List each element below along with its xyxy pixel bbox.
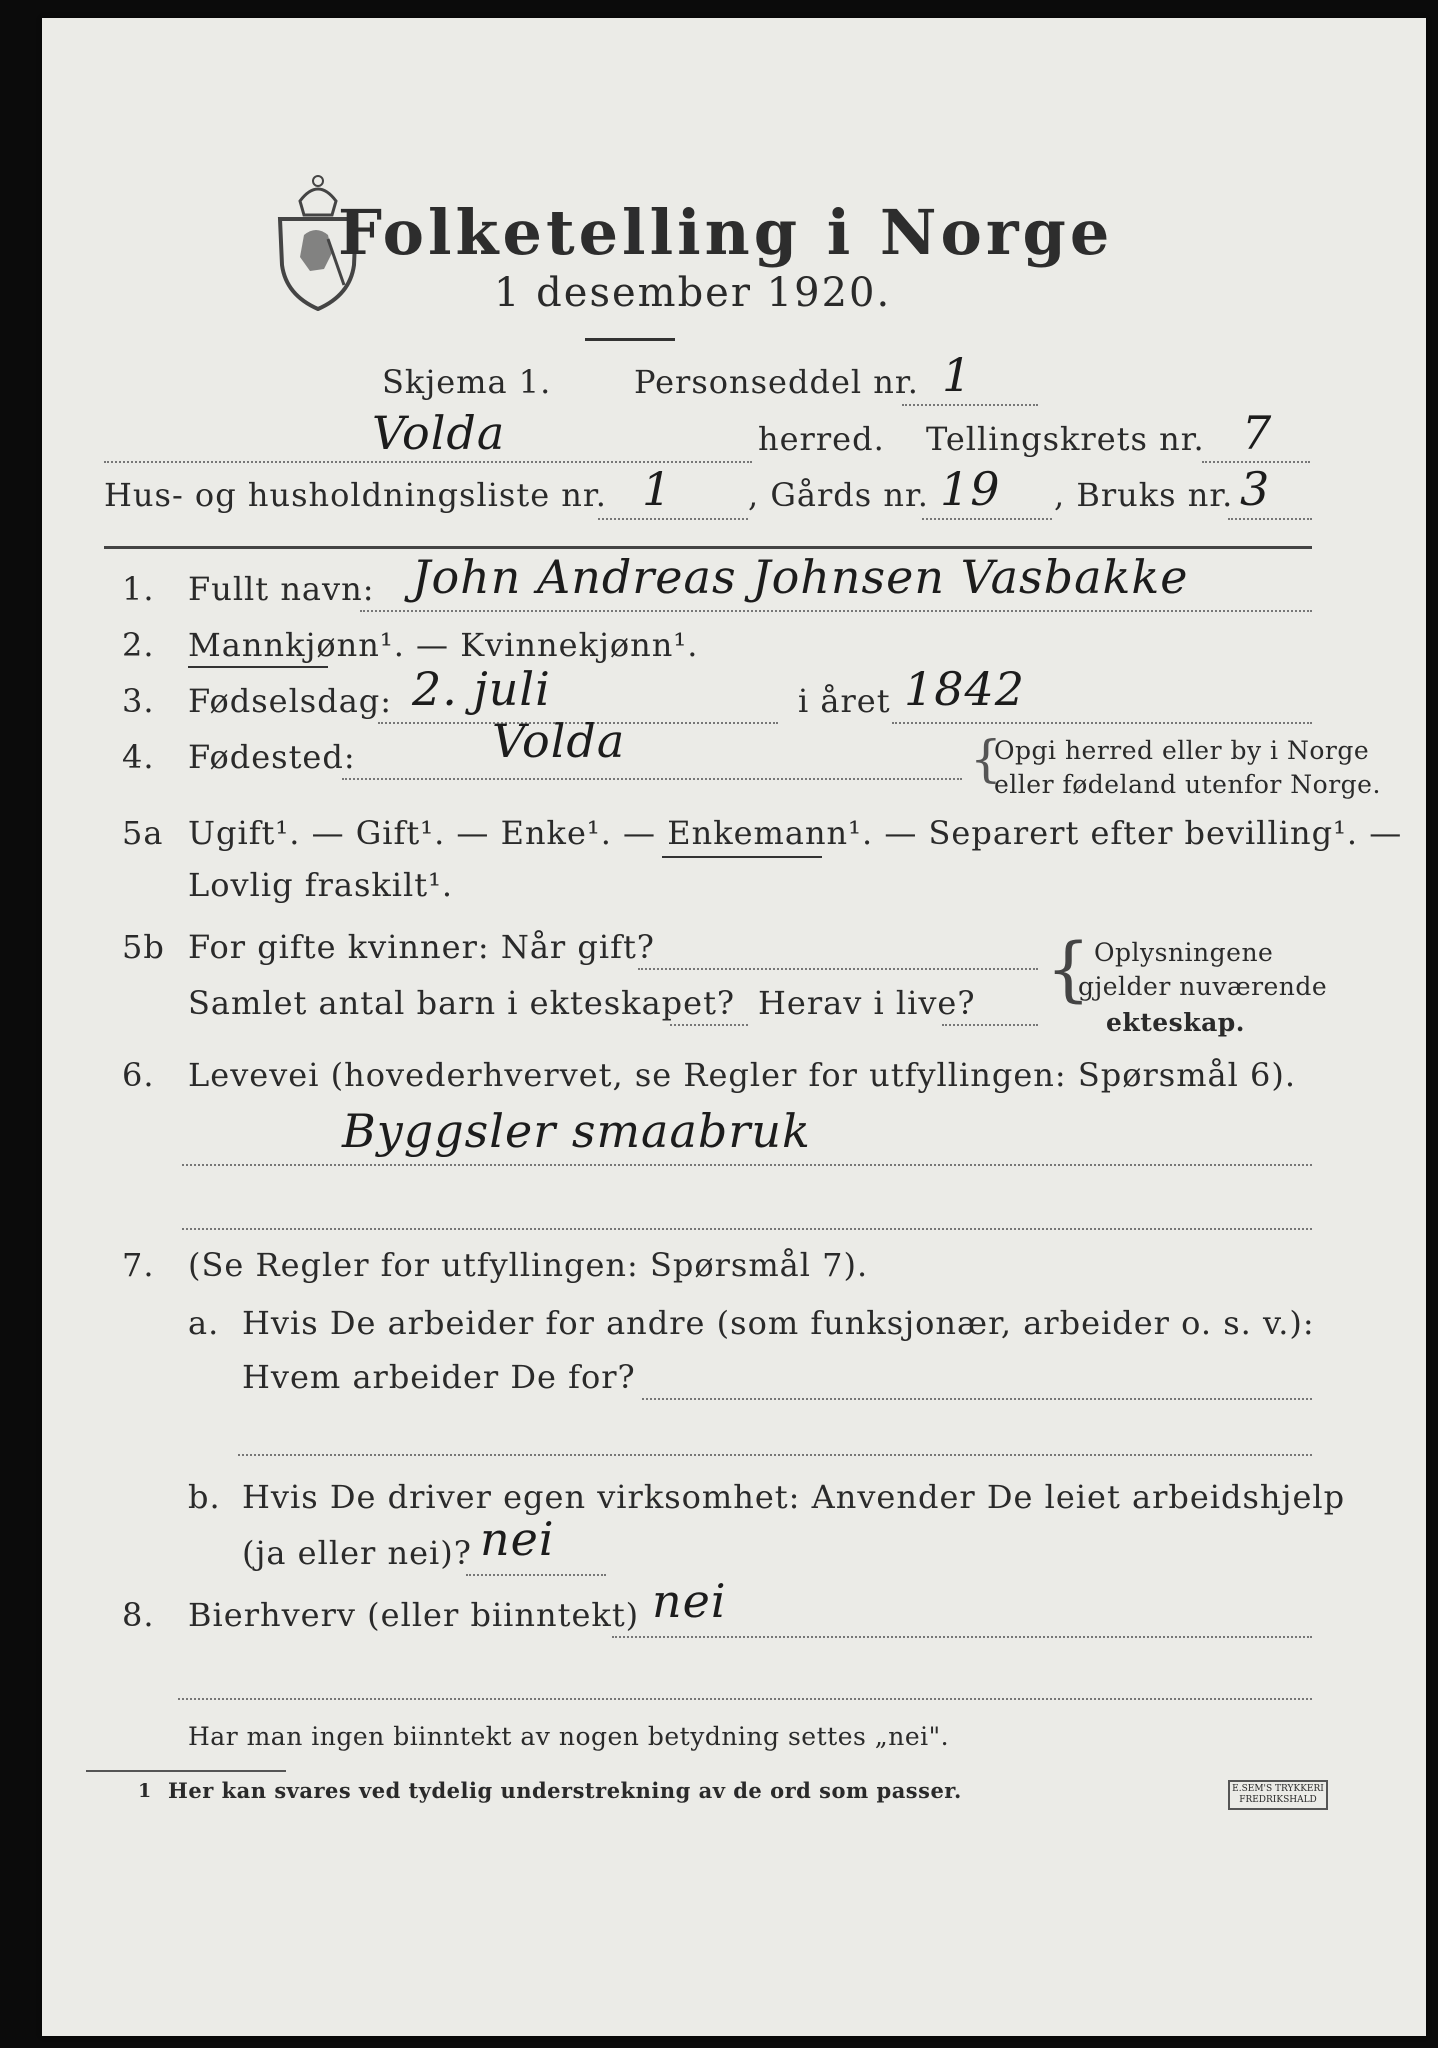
q2-number: 2. (122, 626, 155, 664)
q1-full-name[interactable]: John Andreas Johnsen Vasbakke (412, 550, 1189, 604)
q7a-letter: a. (188, 1304, 220, 1342)
census-form-page (42, 18, 1426, 2036)
q5b-label: For gifte kvinner: Når gift? (188, 928, 655, 966)
tellingskrets-label: Tellingskrets nr. (926, 420, 1205, 458)
q5b-children-label: Samlet antal barn i ekteskapet? (188, 984, 736, 1022)
tellingskrets-value[interactable]: 7 (1242, 406, 1273, 460)
q5b-alive-line (942, 1024, 1038, 1026)
personseddel-label: Personseddel nr. (634, 363, 919, 401)
census-date: 1 desember 1920. (494, 270, 892, 316)
footnote-rule (86, 1770, 286, 1772)
footnote-marker: 1 (138, 1780, 152, 1802)
q3-year-label: i året (798, 682, 891, 720)
q5a-underline (662, 856, 822, 858)
q8-label: Bierhverv (eller biinntekt) (188, 1596, 640, 1634)
q6-line2 (182, 1228, 1312, 1230)
schema-label: Skjema 1. (382, 363, 552, 401)
q2-underline (188, 666, 328, 668)
q7a-employer-label: Hvem arbeider De for? (242, 1358, 636, 1396)
q7b-line (466, 1574, 606, 1576)
q5b-children-line (670, 1024, 748, 1026)
header-divider (104, 546, 1312, 549)
hus-value[interactable]: 1 (642, 462, 673, 516)
q1-line (360, 610, 1312, 612)
q5b-note-line1: Oplysningene (1094, 938, 1274, 967)
q3-number: 3. (122, 682, 155, 720)
bruks-line (1228, 518, 1312, 520)
q4-birthplace[interactable]: Volda (492, 714, 626, 768)
gards-label: , Gårds nr. (748, 476, 929, 514)
q7b-text-cont: (ja eller nei)? (242, 1534, 472, 1572)
q4-brace: { (970, 730, 1002, 788)
hus-line (598, 518, 748, 520)
q6-line1 (182, 1164, 1312, 1166)
q6-number: 6. (122, 1056, 155, 1094)
nei-note: Har man ingen biinntekt av nogen betydning settes „nei". (188, 1722, 950, 1751)
q5a-marital-status-cont: Lovlig fraskilt¹. (188, 866, 454, 904)
page-title: Folketelling i Norge (338, 196, 1114, 269)
q5b-note-line3: ekteskap. (1106, 1008, 1245, 1037)
q3-year[interactable]: 1842 (904, 662, 1026, 716)
q8-line2 (178, 1698, 1312, 1700)
q5b-married-line (638, 968, 1038, 970)
q6-occupation[interactable]: Byggsler smaabruk (342, 1104, 811, 1158)
q1-label: Fullt navn: (188, 570, 375, 608)
q5a-number: 5a (122, 814, 164, 852)
q2-gender: Mannkjønn¹. — Kvinnekjønn¹. (188, 626, 699, 664)
q5b-number: 5b (122, 928, 165, 966)
q1-number: 1. (122, 570, 155, 608)
q3-birthday[interactable]: 2. juli (412, 662, 551, 716)
q8-line (612, 1636, 1312, 1638)
q4-number: 4. (122, 738, 155, 776)
q7a-employer-line2 (238, 1454, 1312, 1456)
personseddel-line (902, 404, 1038, 406)
q5b-alive-label: Herav i live? (758, 984, 976, 1022)
q3-label: Fødselsdag: (188, 682, 393, 720)
q7b-letter: b. (188, 1478, 221, 1516)
hus-label: Hus- og husholdningsliste nr. (104, 476, 607, 514)
q4-label: Fødested: (188, 738, 356, 776)
bruks-label: , Bruks nr. (1054, 476, 1234, 514)
q5a-marital-status: Ugift¹. — Gift¹. — Enke¹. — Enkemann¹. — Separert efter bevilling¹. — (188, 814, 1403, 852)
personseddel-value[interactable]: 1 (942, 348, 973, 402)
herred-value[interactable]: Volda (372, 406, 506, 460)
q3-year-line (892, 722, 1312, 724)
q7-label: (Se Regler for utfyllingen: Spørsmål 7). (188, 1246, 869, 1284)
q7b-answer[interactable]: nei (480, 1512, 555, 1566)
q7a-employer-line (642, 1398, 1312, 1400)
q4-line (342, 778, 962, 780)
bruks-value[interactable]: 3 (1240, 462, 1271, 516)
q7a-text: Hvis De arbeider for andre (som funksjonær, arbeider o. s. v.): (242, 1304, 1315, 1342)
printer-stamp: E.SEM'S TRYKKERI FREDRIKSHALD (1228, 1780, 1328, 1810)
gards-line (922, 518, 1052, 520)
title-divider (585, 338, 675, 341)
q5b-brace: { (1046, 928, 1091, 1010)
q8-number: 8. (122, 1596, 155, 1634)
q4-note-line2: eller fødeland utenfor Norge. (994, 770, 1381, 799)
q5b-note-line2: gjelder nuværende (1078, 972, 1328, 1001)
q8-answer[interactable]: nei (652, 1574, 727, 1628)
footnote-text: Her kan svares ved tydelig understrekning av de ord som passer. (168, 1778, 962, 1803)
q6-occupation-label: Levevei (hovederhvervet, se Regler for utfyllingen: Spørsmål 6). (188, 1056, 1297, 1094)
herred-label: herred. (758, 420, 885, 458)
q4-note-line1: Opgi herred eller by i Norge (994, 736, 1370, 765)
q7-number: 7. (122, 1246, 155, 1284)
gards-value[interactable]: 19 (940, 462, 1001, 516)
q7b-text: Hvis De driver egen virksomhet: Anvender De leiet arbeidshjelp (242, 1478, 1346, 1516)
